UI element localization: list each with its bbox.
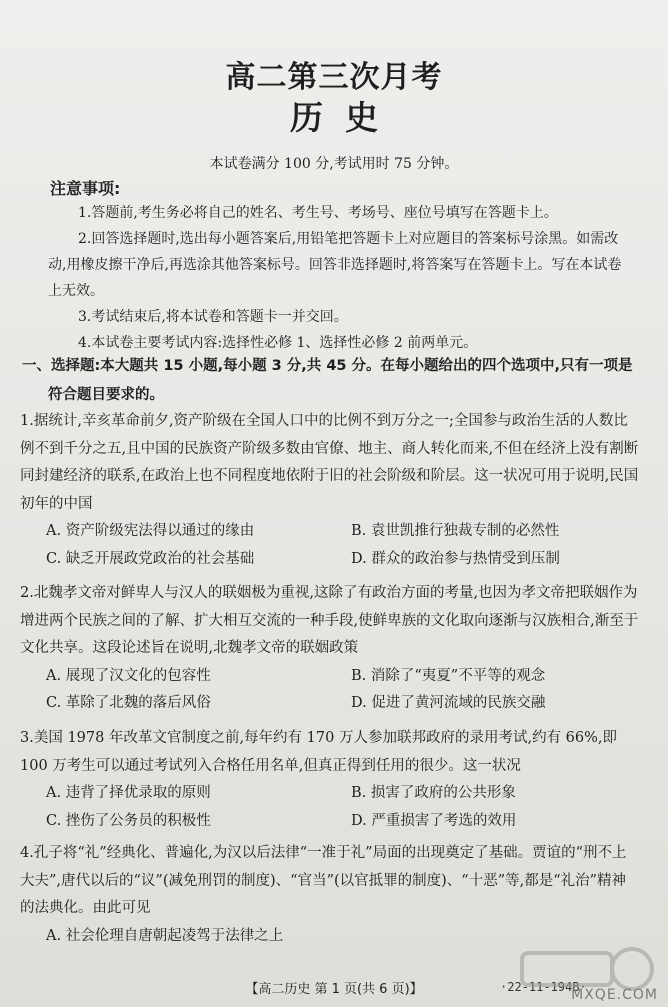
section-line-1: 一、选择题:本大题共 15 小题,每小题 3 分,共 45 分。在每小题给出的四个选项中,只有一项是: [22, 358, 633, 374]
question-4: [20, 840, 640, 950]
paper-code: ·22-11-194B·: [500, 980, 587, 994]
section-heading: [22, 352, 638, 410]
option-c: C. 缺乏开展政党政治的社会基础: [46, 550, 255, 567]
option-d: D. 群众的政治参与热情受到压制: [351, 550, 560, 567]
option-b: B. 消除了“夷夏”不平等的观念: [351, 667, 546, 684]
option-a: A. 社会伦理自唐朝起凌驾于法律之上: [46, 927, 284, 944]
option-a: A. 违背了择优录取的原则: [46, 785, 211, 801]
exam-title: 高二第三次月考: [225, 60, 443, 95]
notice-item: 2.回答选择题时,选出每小题答案后,用铅笔把答题卡上对应题目的答案标号涂黑。如需改动,用橡皮擦干净后,再选涂其他答案标号。回答非选择题时,将答案写在答题卡上。写在本试卷上无效。: [48, 231, 622, 299]
option-b: B. 损害了政府的公共形象: [351, 785, 516, 801]
question-stem: 4.孔子将“礼”经典化、普遍化,为汉以后法律“一准于礼”局面的出现奠定了基础。贾谊的“刑不上大夫”,唐代以后的“议”(减免刑罚的制度)、“官当”(以官抵罪的制度)、“十恶”等,都是“礼治”精神的法典化。由此可见: [20, 845, 627, 916]
options: [20, 780, 640, 835]
notice-heading: 注意事项:: [50, 179, 121, 198]
option-d: D. 严重损害了考选的效用: [351, 812, 517, 829]
notice-list: [48, 200, 626, 356]
notice-item: 4.本试卷主要考试内容:选择性必修 1、选择性必修 2 前两单元。: [78, 335, 478, 351]
options: [20, 663, 640, 718]
question-1: [20, 408, 640, 573]
option-a: A. 资产阶级宪法得以通过的缘由: [46, 523, 255, 539]
section-line-2: 符合题目要求的。: [48, 387, 164, 403]
subject-title: 历史: [290, 98, 400, 137]
options: [20, 518, 640, 573]
question-stem: 1.据统计,辛亥革命前夕,资产阶级在全国人口中的比例不到万分之一;全国参与政治生活的人数比例不到千分之五,且中国的民族资产阶级多数由官僚、地主、商人转化而来,不但在经济上没有割断同封建经济的联系,在政治上也不同程度地依附于旧的社会阶级和阶层。这一状况可用于说明,民国初年的中国: [20, 413, 639, 512]
page-footer: 【高二历史 第 1 页(共 6 页)】: [245, 982, 423, 997]
option-d: D. 促进了黄河流域的民族交融: [351, 695, 546, 711]
exam-info: 本试卷满分 100 分,考试用时 75 分钟。: [209, 156, 459, 172]
option-c: C. 挫伤了公务员的积极性: [46, 812, 211, 829]
question-stem: 2.北魏孝文帝对鲜卑人与汉人的联姻极为重视,这除了有政治方面的考量,也因为孝文帝把联姻作为增进两个民族之间的了解、扩大相互交流的一种手段,使鲜卑族的文化取向逐渐与汉族相合,渐至于文化共享。这段论述旨在说明,北魏孝文帝的联姻政策: [20, 585, 639, 656]
option-a: A. 展现了汉文化的包容性: [46, 667, 211, 684]
option-c: C. 革除了北魏的落后风俗: [46, 695, 211, 711]
watermark-text: MXQE.COM: [571, 987, 658, 1003]
question-stem: 3.美国 1978 年改革文官制度之前,每年约有 170 万人参加联邦政府的录用考试,约有 66%,即 100 万考生可以通过考试列入合格任用名单,但真正得到任用的很少。这一状况: [20, 730, 618, 774]
question-3: [20, 725, 640, 835]
question-2: [20, 580, 640, 718]
notice-item: 3.考试结束后,将本试卷和答题卡一并交回。: [78, 309, 348, 325]
option-b: B. 袁世凯推行独裁专制的必然性: [351, 523, 560, 539]
notice-item: 1.答题前,考生务必将自己的姓名、考生号、考场号、座位号填写在答题卡上。: [78, 205, 558, 221]
